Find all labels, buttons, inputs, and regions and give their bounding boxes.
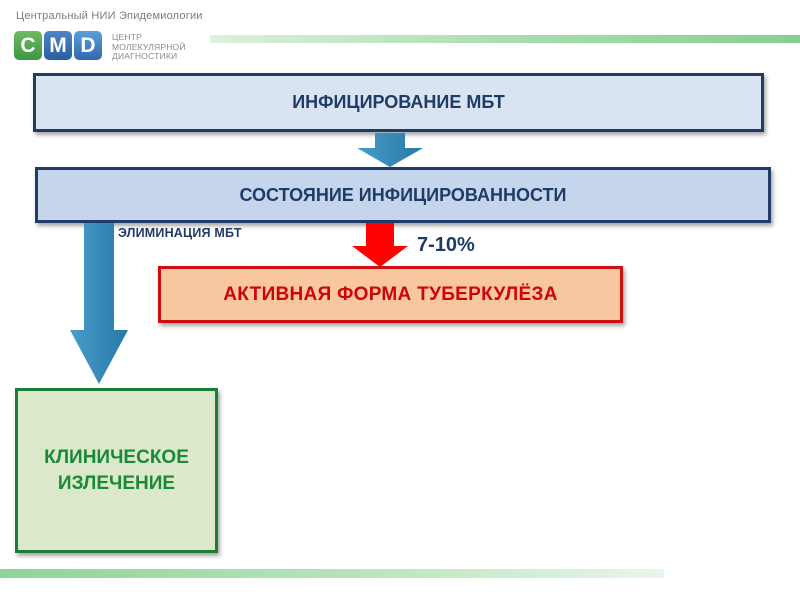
- logo-subtitle-line1: ЦЕНТР: [112, 32, 142, 42]
- percent-label: 7-10%: [417, 234, 475, 256]
- logo-letter-d: D: [74, 31, 102, 60]
- box-cure-line1: КЛИНИЧЕСКОЕ: [44, 446, 189, 468]
- box-infection-label: ИНФИЦИРОВАНИЕ МБТ: [292, 92, 505, 112]
- logo-letter-c: C: [14, 31, 42, 60]
- top-accent-bar: [210, 35, 800, 43]
- long-down-arrow-icon: [70, 223, 128, 384]
- box-active-tuberculosis: [158, 266, 623, 323]
- logo-subtitle-line2: МОЛЕКУЛЯРНОЙ: [112, 41, 186, 52]
- elimination-label: ЭЛИМИНАЦИЯ МБТ: [118, 226, 242, 240]
- box-cure-line2: ИЗЛЕЧЕНИЕ: [57, 472, 176, 494]
- org-name-text: Центральный НИИ Эпидемиологии: [16, 10, 203, 22]
- bottom-accent-bar: [0, 569, 664, 578]
- down-arrow-icon: [357, 133, 423, 167]
- cmd-logo: [14, 31, 102, 60]
- box-active-label: АКТИВНАЯ ФОРМА ТУБЕРКУЛЁЗА: [223, 283, 558, 305]
- red-down-arrow-icon: [352, 223, 408, 267]
- box-clinical-cure: [15, 388, 218, 553]
- box-infection-state: [35, 167, 771, 223]
- logo-subtitle-line3: ДИАГНОСТИКИ: [112, 51, 178, 61]
- logo-letter-m: M: [44, 31, 72, 60]
- box-state-label: СОСТОЯНИЕ ИНФИЦИРОВАННОСТИ: [239, 184, 567, 205]
- logo-subtitle: [112, 33, 186, 62]
- box-infection-mbt: [33, 73, 764, 132]
